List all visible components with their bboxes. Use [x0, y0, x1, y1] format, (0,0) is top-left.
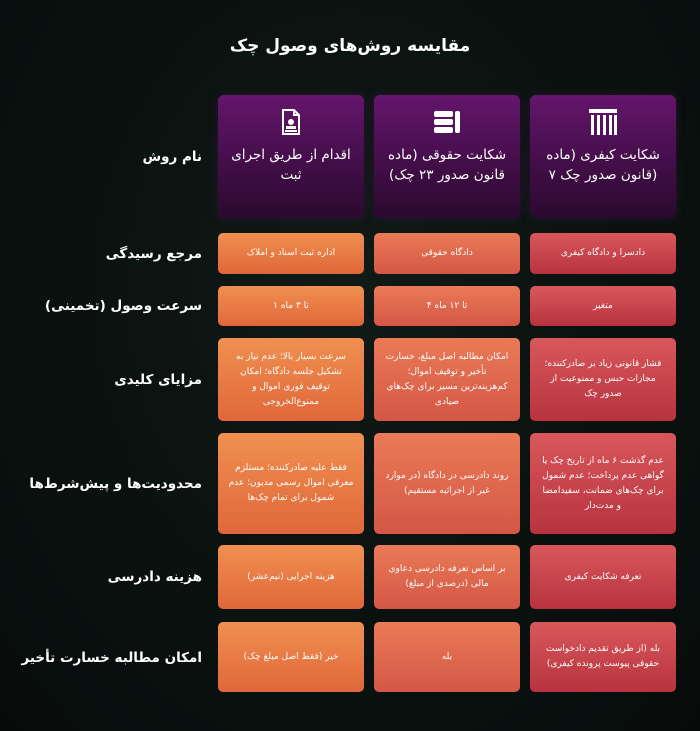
cell-advantages-civil: امکان مطالبه اصل مبلغ، خسارت تأخیر و توقیف اموال؛ کم‌هزینه‌ترین مسیر برای چک‌های صیادی [374, 338, 520, 421]
cell-limitations-civil: روند دادرسی در دادگاه (در موارد غیر از اجرائیه مستقیم) [374, 433, 520, 534]
cell-cost-criminal: تعرفه شکایت کیفری [530, 545, 676, 609]
column-header-label: شکایت حقوقی (ماده قانون صدور ۲۳ چک) [387, 147, 507, 183]
column-header-criminal [530, 95, 676, 218]
cell-authority-civil: دادگاه حقوقی [374, 233, 520, 274]
cell-delay-civil: بله [374, 622, 520, 692]
column-header-label: شکایت کیفری (ماده (قانون صدور چک ۷ [546, 147, 660, 183]
cell-speed-criminal: متغیر [530, 286, 676, 326]
document-stamp-icon [218, 107, 364, 137]
row-label-limitations: محدودیت‌ها و پیش‌شرط‌ها [29, 476, 202, 492]
cell-authority-criminal: دادسرا و دادگاه کیفری [530, 233, 676, 274]
row-label-cost: هزینه دادرسی [107, 569, 202, 585]
column-header-registration [218, 95, 364, 218]
database-stack-icon [374, 107, 520, 137]
column-header-label: اقدام از طریق اجرای ثبت [231, 147, 351, 183]
column-header-civil [374, 95, 520, 218]
cell-speed-registration: تا ۳ ماه ۱ [218, 286, 364, 326]
cell-limitations-registration: فقط علیه صادرکننده؛ مستلزم معرفی اموال رسمی مدیون؛ عدم شمول برای تمام چک‌ها [218, 433, 364, 534]
page-title: مقایسه روش‌های وصول چک [229, 36, 471, 56]
cell-speed-civil: تا ۱۲ ماه ۴ [374, 286, 520, 326]
pillars-icon [530, 107, 676, 137]
row-label-speed: سرعت وصول (تخمینی) [44, 298, 202, 314]
cell-delay-registration: خیر (فقط اصل مبلغ چک) [218, 622, 364, 692]
cell-limitations-criminal: عدم گذشت ۶ ماه از تاریخ چک یا گواهی عدم پرداخت؛ عدم شمول برای چک‌های ضمانت، سفیدامضا و مدت‌دار [530, 433, 676, 534]
cell-advantages-registration: سرعت بسیار بالا؛ عدم نیاز به تشکیل جلسه دادگاه؛ امکان توقیف فوری اموال و ممنوع‌الخروجی [218, 338, 364, 421]
row-label-authority: مرجع رسیدگی [105, 246, 202, 262]
cell-authority-registration: اداره ثبت اسناد و املاک [218, 233, 364, 274]
row-label-delay-damages: امکان مطالبه خسارت تأخیر [21, 650, 202, 666]
cell-cost-registration: هزینه اجرایی (نیم‌عشر) [218, 545, 364, 609]
cell-cost-civil: بر اساس تعرفه دادرسی دعاوی مالی (درصدی از مبلغ) [374, 545, 520, 609]
cell-delay-criminal: بله (از طریق تقدیم دادخواست حقوقی پیوست پرونده کیفری) [530, 622, 676, 692]
cell-advantages-criminal: فشار قانونی زیاد بر صادرکننده؛ مجازات حبس و ممنوعیت از صدور چک [530, 338, 676, 421]
row-label-method-name: نام روش [142, 149, 202, 165]
row-label-advantages: مزایای کلیدی [114, 372, 202, 388]
